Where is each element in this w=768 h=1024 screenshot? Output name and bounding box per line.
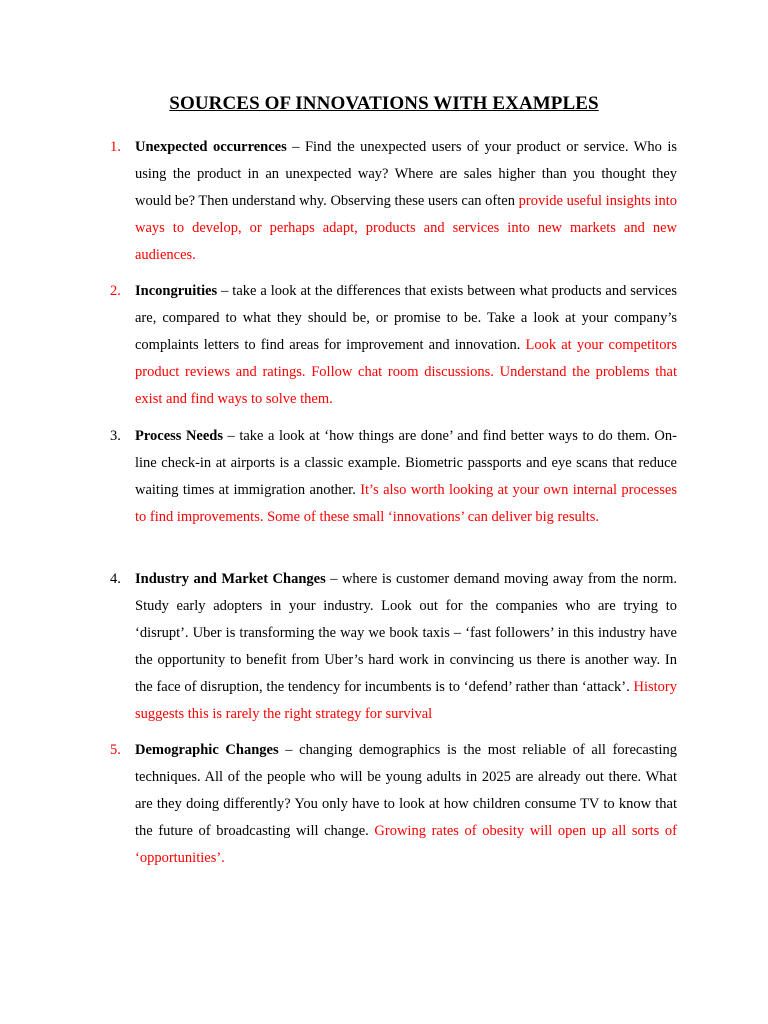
- list-item-text: [135, 278, 677, 413]
- list-item-heading: Demographic Changes: [135, 742, 279, 758]
- list-item-number: 4.: [110, 571, 121, 587]
- list-item-body: – Find the unexpected users of your product or service. Who is using the product in an unexpected way? Where are sales higher than you thought they would be? Then understand why. Observing these users can often: [135, 139, 678, 209]
- list-item-text: [135, 566, 677, 728]
- list-item-body: – changing demographics is the most reliable of all forecasting techniques. All of the people who will be young adults in 2025 are already out there. What are they doing differently? You only have to look at how children consume TV to know that the future of broadcasting will change.: [135, 742, 677, 839]
- list-item-body: – take a look at ‘how things are done’ and find better ways to do them. On-line check-in at airports is a classic example. Biometric passports and eye scans that reduce waiting times at immigration another.: [135, 428, 677, 498]
- list-item-heading: Industry and Market Changes: [135, 571, 326, 587]
- list-item-body: – take a look at the differences that exists between what products and services are, compared to what they should be, or promise to be. Take a look at your company’s complaints letters to find areas for improvement and innovation.: [135, 283, 677, 353]
- list-item-highlight: Look at your competitors product reviews and ratings. Follow chat room discussions. Understand the problems that exist and find ways to solve them.: [135, 337, 677, 407]
- list-item-number: 2.: [110, 283, 121, 299]
- list-item-heading: Process Needs: [135, 428, 224, 444]
- list-item-body: – where is customer demand moving away from the norm. Study early adopters in your industry. Look out for the companies who are trying to ‘disrupt’. Uber is transforming the way we book taxis – ‘fast followers’ in this industry have the opportunity to benefit from Uber’s hard work in convincing us there is another way. In the face of disruption, the tendency for incumbents is to ‘defend’ rather than ‘attack’.: [135, 571, 678, 695]
- list-item-heading: Unexpected occurrences: [135, 139, 287, 155]
- list-item-text: [135, 737, 677, 872]
- list-item-highlight: provide useful insights into ways to develop, or perhaps adapt, products and services into new markets and new audiences.: [135, 193, 677, 263]
- list-item-number: 3.: [110, 428, 121, 444]
- page-title: SOURCES OF INNOVATIONS WITH EXAMPLES: [169, 93, 599, 114]
- list-item-highlight: Growing rates of obesity will open up all sorts of ‘opportunities’.: [135, 823, 677, 866]
- list-item-highlight: It’s also worth looking at your own internal processes to find improvements. Some of these small ‘innovations’ can deliver big results.: [135, 482, 677, 525]
- list-item-number: 5.: [110, 742, 121, 758]
- list-item-text: [135, 423, 677, 531]
- list-item-highlight: History suggests this is rarely the right strategy for survival: [135, 679, 677, 722]
- list-item-heading: Incongruities: [135, 283, 218, 299]
- list-item-text: [135, 134, 677, 269]
- list-item-number: 1.: [110, 139, 121, 155]
